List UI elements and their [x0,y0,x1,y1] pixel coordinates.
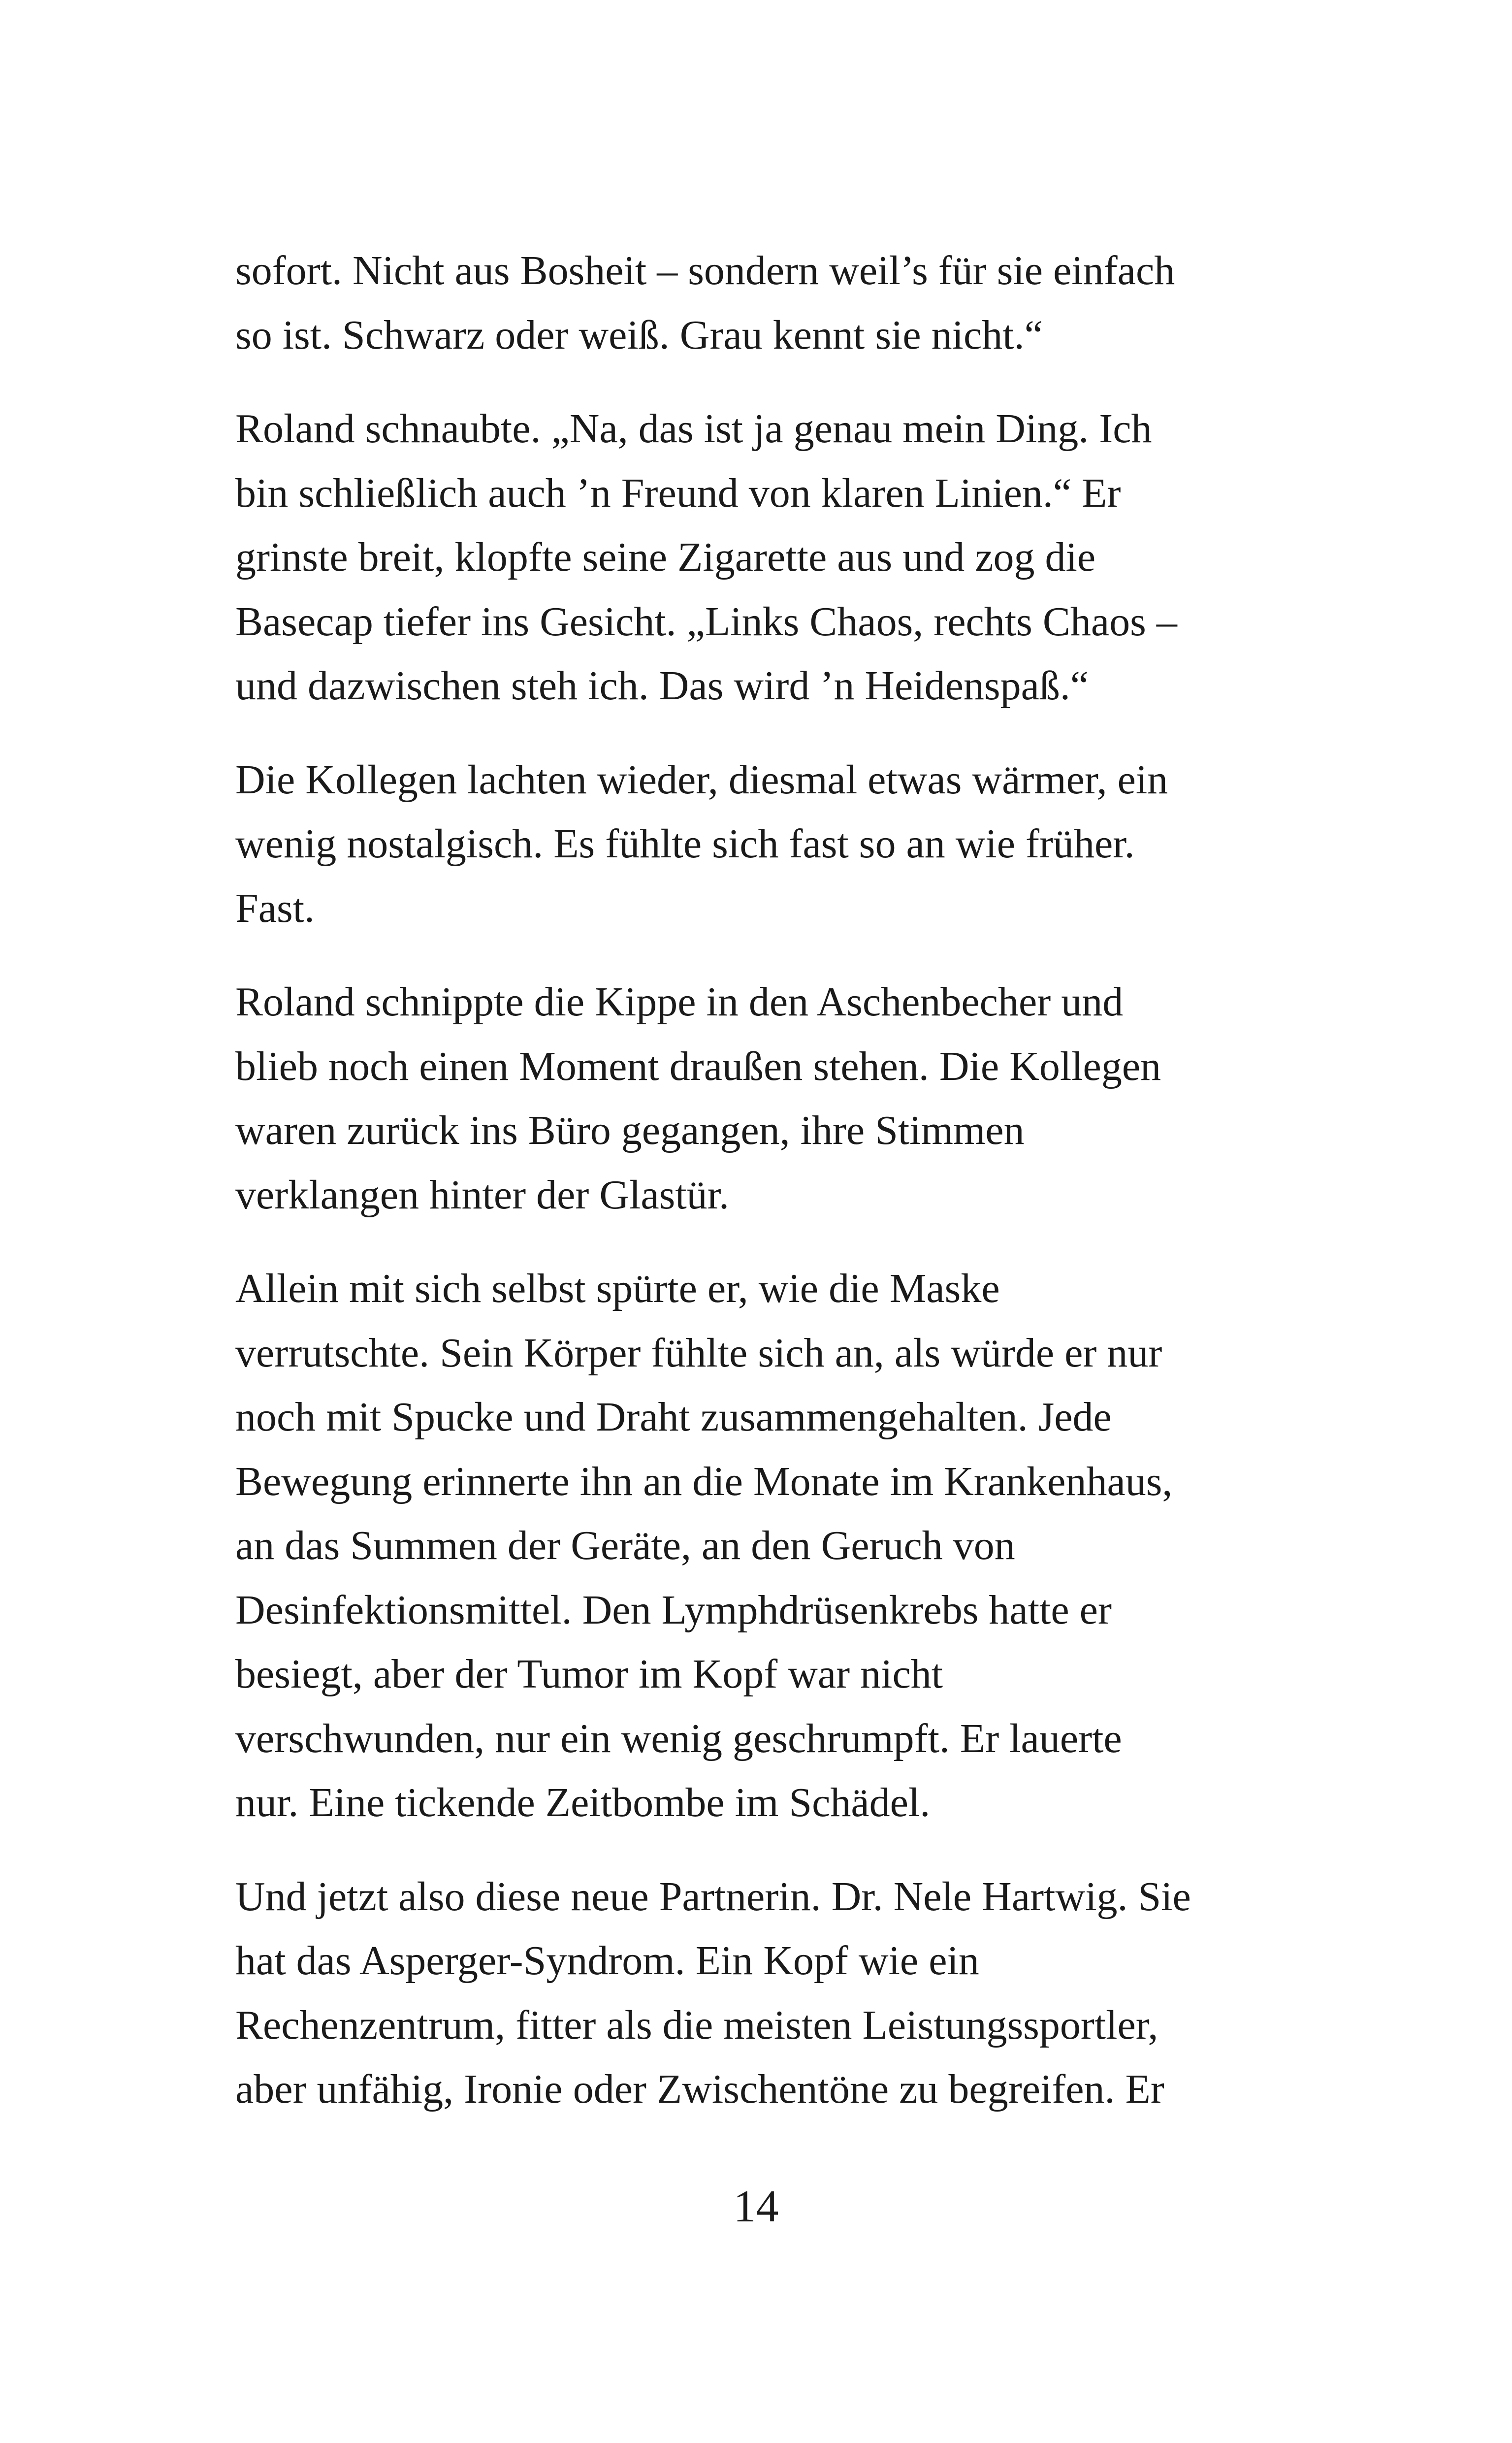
text-line: Und jetzt also diese neue Partnerin. Dr. Nele Hartwig. Sie [235,1873,1191,1920]
text-line: an das Summen der Geräte, an den Geruch von [235,1523,1015,1568]
text-line: besiegt, aber der Tumor im Kopf war nicht [235,1651,943,1697]
paragraph-spacing [235,718,1294,748]
text-line: verklangen hinter der Glastür. [235,1172,729,1218]
text-line: Bewegung erinnerte ihn an die Monate im Krankenhaus, [235,1458,1173,1504]
text-line: so ist. Schwarz oder weiß. Grau kennt sie nicht.“ [235,312,1043,358]
text-line: Basecap tiefer ins Gesicht. „Links Chaos, rechts Chaos – [235,598,1177,645]
text-line: Roland schnaubte. „Na, das ist ja genau mein Ding. Ich [235,406,1152,452]
text-line: verschwunden, nur ein wenig geschrumpft. Er lauerte [235,1715,1122,1761]
text-line: und dazwischen steh ich. Das wird ’n Heidenspaß.“ [235,663,1089,709]
paragraph [235,1865,1294,2122]
text-line: wenig nostalgisch. Es fühlte sich fast so an wie früher. [235,821,1135,867]
text-line: aber unfähig, Ironie oder Zwischentöne zu begreifen. Er [235,2066,1164,2112]
body-text [235,239,1294,2122]
text-line: Roland schnippte die Kippe in den Aschenbecher und [235,979,1124,1025]
paragraph-spacing [235,941,1294,970]
paragraph [235,239,1294,367]
text-line: verrutschte. Sein Körper fühlte sich an, als würde er nur [235,1330,1162,1376]
text-line: nur. Eine tickende Zeitbombe im Schädel. [235,1780,931,1825]
paragraph [235,397,1294,718]
text-line: bin schließlich auch ’n Freund von klaren Linien.“ Er [235,470,1121,516]
paragraph-spacing [235,1835,1294,1865]
paragraph-spacing [235,1227,1294,1257]
text-line: Fast. [235,885,315,931]
paragraph [235,1257,1294,1835]
paragraph-spacing [235,367,1294,397]
text-line: Desinfektionsmittel. Den Lymphdrüsenkrebs hatte er [235,1587,1112,1633]
text-line: hat das Asperger-Syndrom. Ein Kopf wie ein [235,1938,979,1984]
text-line: Die Kollegen lachten wieder, diesmal etwas wärmer, ein [235,756,1168,803]
text-line: waren zurück ins Büro gegangen, ihre Stimmen [235,1107,1025,1153]
text-line: Allein mit sich selbst spürte er, wie die Maske [235,1266,1000,1311]
text-line: blieb noch einen Moment draußen stehen. Die Kollegen [235,1043,1161,1089]
paragraph [235,970,1294,1227]
text-line: grinste breit, klopfte seine Zigarette aus und zog die [235,534,1096,580]
paragraph [235,748,1294,941]
text-line: Rechenzentrum, fitter als die meisten Leistungssportler, [235,2002,1158,2048]
text-line: sofort. Nicht aus Bosheit – sondern weil’s für sie einfach [235,248,1175,293]
page-number: 14 [733,2181,779,2231]
text-line: noch mit Spucke und Draht zusammengehalten. Jede [235,1394,1112,1440]
